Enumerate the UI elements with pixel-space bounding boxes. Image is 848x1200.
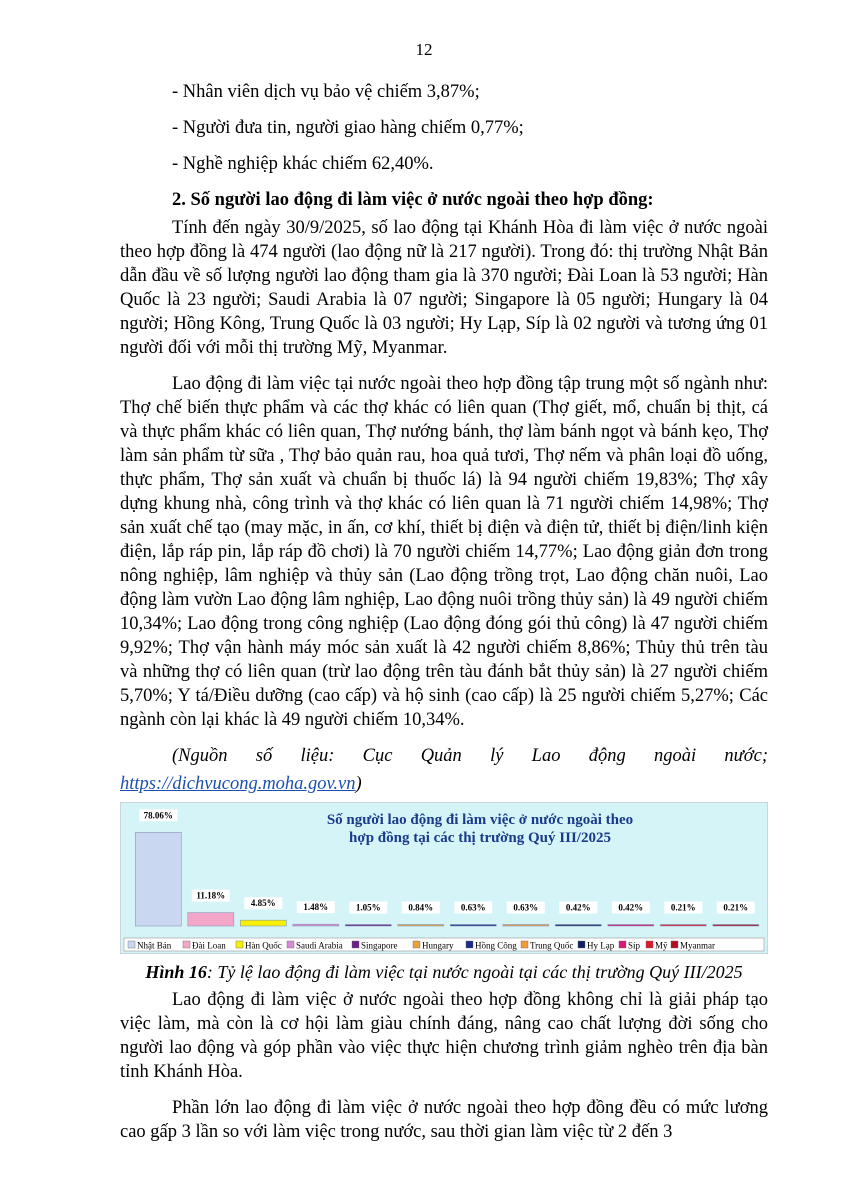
data-label: 1.05% [355,902,381,913]
bullet-item: - Nhân viên dịch vụ bảo vệ chiếm 3,87%; [172,82,480,102]
legend-label: Đài Loan [192,940,226,951]
data-label: 1.48% [303,902,329,913]
data-label: 0.21% [723,902,749,913]
legend-label: Hy Lạp [587,940,615,951]
chart-bar [503,925,549,927]
paragraph: Lao động đi làm việc tại nước ngoài theo hợp đồng tập trung một số ngành như: Thợ chế biến thực phẩm và các thợ khác có liên quan (Thợ giết, mổ, chuẩn bị thịt, cá và thực phẩm khác có liên quan, Thợ nướng bánh, thợ làm bánh ngọt và bánh kẹo, Thợ làm sản phẩm từ sữa , Thợ bảo quản rau, hoa quả tươi, Thợ nếm và phân loại đồ uống, thực phẩm, Thợ sản xuất và chuẩn bị thuốc lá) là 94 người chiếm 19,83%; Thợ xây dựng khung nhà, công trình và thợ khác có liên quan là 71 người chiếm 14,98%; Thợ sản xuất chế tạo (may mặc, in ấn, cơ khí, thiết bị điện và điện tử, thiết bị điện/linh kiện điện, lắp ráp pin, lắp ráp đồ chơi) là 70 người chiếm 14,77%; Lao động giản đơn trong nông nghiệp, lâm nghiệp và thủy sản (Lao động trồng trọt, Lao động chăn nuôi, Lao động làm vườn Lao động lâm nghiệp, Lao động nuôi trồng thủy sản) là 49 người chiếm 10,34%; Lao động trong công nghiệp (Lao động đóng gói thủ công) là 47 người chiếm 9,92%; Thợ vận hành máy móc sản xuất là 42 người chiếm 8,86%; Thủy thủ trên tàu và những thợ có liên quan (trừ lao động trên tàu đánh bắt thủy sản) là 27 người chiếm 5,70%; Y tá/Điều dưỡng (cao cấp) và hộ sinh (cao cấp) là 25 người chiếm 5,27%; Các ngành còn lại khác là 49 người chiếm 10,34%. [120,374,768,730]
bullet-item: - Nghề nghiệp khác chiếm 62,40%. [172,154,434,174]
chart-bar [240,920,286,926]
chart-bar [608,925,654,927]
section-heading: 2. Số người lao động đi làm việc ở nước ngoài theo hợp đồng: [172,190,654,210]
bullet-item: - Người đưa tin, người giao hàng chiếm 0,77%; [172,118,524,138]
chart-bar [398,925,444,927]
legend-label: Singapore [361,940,398,951]
source-link[interactable]: https://dichvucong.moha.gov.vn [120,774,356,794]
data-label: 0.63% [513,902,539,913]
data-label: 0.42% [565,902,591,913]
legend-label: Nhật Bản [137,940,172,951]
figure-caption [120,960,768,984]
chart-bar [293,924,339,926]
data-label: 78.06% [143,810,173,821]
legend-label: Trung Quốc [530,940,574,951]
legend-label: Myanmar [680,940,715,951]
legend-swatch [128,941,135,948]
legend-label: Hàn Quốc [245,940,282,951]
source-close: ) [355,774,362,794]
legend-swatch [646,941,653,948]
chart-bar [660,925,706,927]
paragraph: Phần lớn lao động đi làm việc ở nước ngoài theo hợp đồng đều có mức lương cao gấp 3 lần so với làm việc trong nước, sau thời gian làm việc từ 2 đến 3 [120,1098,768,1142]
data-label: 0.42% [618,902,644,913]
data-label: 11.18% [196,890,226,901]
legend-label: Hungary [422,940,454,951]
legend-swatch [521,941,528,948]
paragraph: Lao động đi làm việc ở nước ngoài theo hợp đồng không chỉ là giải pháp tạo việc làm, mà còn là cơ hội làm giàu chính đáng, nâng cao chất lượng đời sống cho người lao động và góp phần vào việc thực hiện chương trình giảm nghèo trên địa bàn tỉnh Khánh Hòa. [120,990,768,1082]
chart-bar [345,925,391,927]
paragraph: Tính đến ngày 30/9/2025, số lao động tại Khánh Hòa đi làm việc ở nước ngoài theo hợp đồng là 474 người (lao động nữ là 217 người). Trong đó: thị trường Nhật Bản dẫn đầu về số lượng người lao động tham gia là 370 người; Đài Loan là 53 người; Hàn Quốc là 23 người; Saudi Arabia là 07 người; Singapore là 05 người; Hungary là 04 người; Hồng Kông, Trung Quốc là 03 người; Hy Lạp, Síp là 02 người và tương ứng 01 người đối với mỗi thị trường Mỹ, Myanmar. [120,218,768,358]
data-label: 4.85% [250,898,276,909]
legend-swatch [466,941,473,948]
legend-label: Saudi Arabia [296,940,343,951]
figure-number: Hình 16 [145,962,207,982]
page-number: 12 [415,40,433,59]
chart-bar [188,913,234,926]
legend-swatch [619,941,626,948]
chart-subtitle: hợp đồng tại các thị trường Quý III/2025 [349,830,611,846]
chart-bar [555,925,601,927]
legend-label: Mỹ [655,940,668,951]
document-body [120,80,768,1156]
legend-label: Síp [628,940,641,951]
legend-swatch [236,941,243,948]
data-label: 0.84% [408,902,434,913]
legend-swatch [413,941,420,948]
legend-label: Hồng Công [475,940,517,951]
market-chart [120,802,768,954]
source-note: (Nguồn số liệu: Cục Quản lý Lao động ngoài nước; [172,746,768,766]
legend-swatch [578,941,585,948]
data-label: 0.63% [460,902,486,913]
chart-bar [450,925,496,927]
figure-caption-text: : Tỷ lệ lao động đi làm việc tại nước ngoài tại các thị trường Quý III/2025 [206,962,743,982]
chart-title: Số người lao động đi làm việc ở nước ngoài theo [326,812,634,828]
legend-swatch [183,941,190,948]
chart-bar [135,832,181,926]
chart-bar [713,925,759,927]
market-bar-chart [120,802,768,954]
legend-swatch [352,941,359,948]
data-label: 0.21% [670,902,696,913]
source-link-line [120,772,768,796]
legend-swatch [671,941,678,948]
legend-swatch [287,941,294,948]
